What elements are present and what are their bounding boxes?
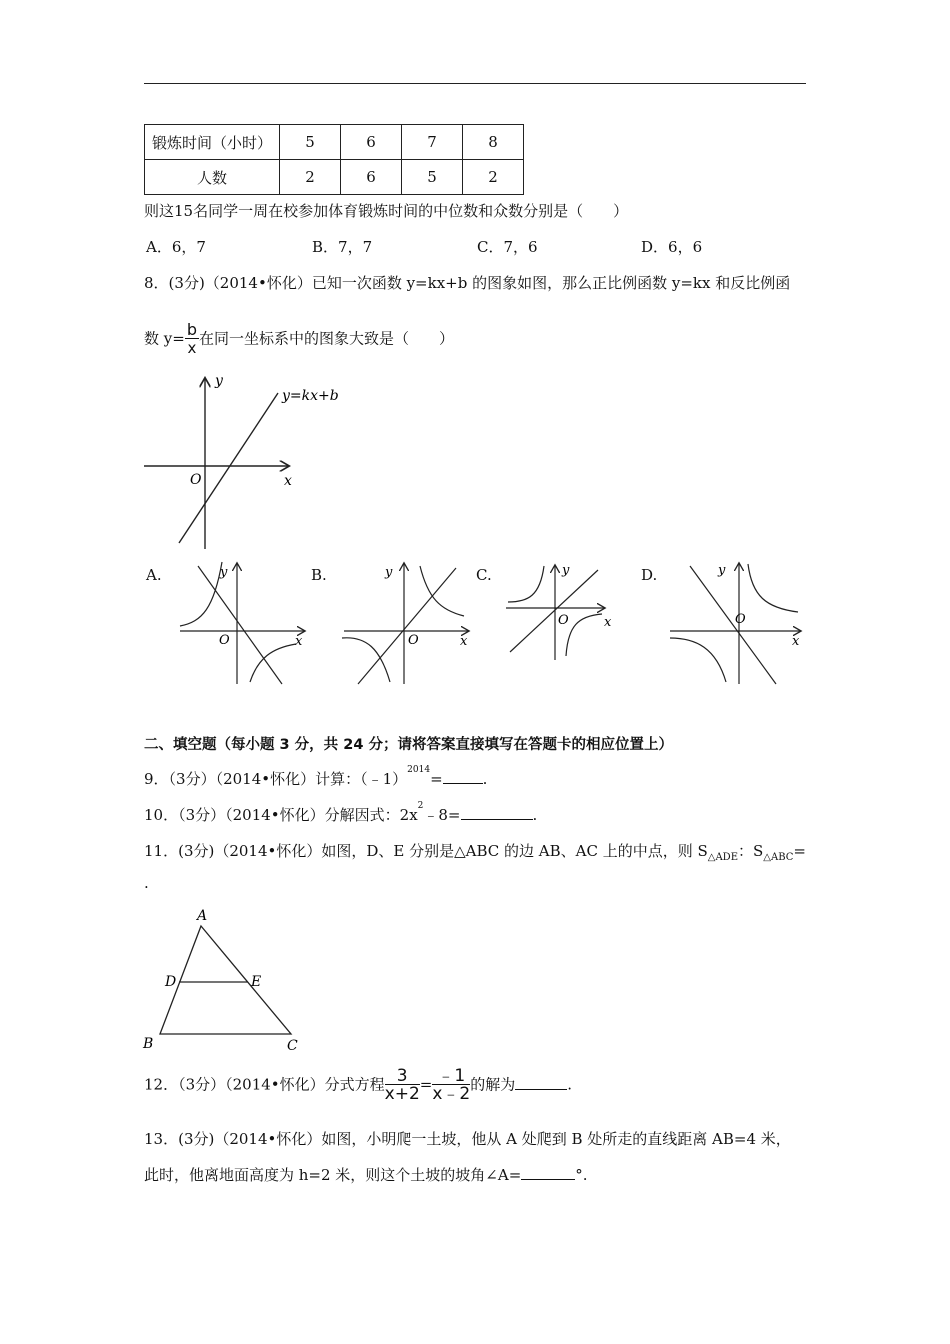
header-rule: [144, 83, 806, 84]
q13-end: °.: [575, 1166, 588, 1184]
origin-label: O: [408, 633, 419, 648]
triangle-abc-figure: [138, 900, 308, 1056]
fraction-denominator: x+2: [384, 1084, 420, 1104]
q8-option-a: A.: [146, 566, 162, 584]
q11-sub-abc: △ABC: [763, 852, 794, 863]
table-cell: 锻炼时间（小时）: [145, 125, 280, 160]
q7-option-c: C．7，6: [477, 238, 538, 256]
linear-function-graph: [140, 365, 350, 555]
point-d-label: D: [165, 974, 177, 990]
fraction-denominator: x﹣2: [432, 1084, 471, 1104]
fraction-numerator: b: [186, 320, 197, 339]
table-cell: 6: [341, 160, 402, 195]
table-row: [145, 160, 524, 195]
line-label: y=kx+b: [282, 388, 339, 404]
q8-option-b: B.: [311, 566, 327, 584]
x-label: x: [295, 634, 303, 649]
x-label: x: [604, 615, 612, 630]
q8-option-d: D.: [641, 566, 658, 584]
table-cell: 8: [463, 125, 524, 160]
x-label: x: [284, 473, 292, 489]
q11-text: 11．(3分)（2014•怀化）如图，D、E 分别是△ABC 的边 AB、AC 上的中点，则 S: [144, 842, 708, 860]
q12-end: .: [567, 1075, 573, 1094]
origin-label: O: [219, 633, 230, 648]
q12-text: 12．（3分）（2014•怀化）分式方程: [144, 1075, 385, 1094]
q9: [144, 765, 488, 789]
table-cell: 人数: [145, 160, 280, 195]
q10-equals: ﹣8=: [423, 806, 461, 824]
q11-equals: =: [793, 842, 806, 860]
y-label: y: [220, 565, 228, 580]
q10-exponent: 2: [417, 801, 424, 811]
q11-continuation: .: [144, 874, 149, 892]
option-b-graph: [336, 556, 476, 686]
fraction-denominator: x: [187, 339, 197, 357]
table-cell: 6: [341, 125, 402, 160]
q8-line2-post: 在同一坐标系中的图象大致是（ ）: [198, 329, 454, 348]
y-label: y: [215, 373, 223, 389]
q10-end: .: [532, 806, 538, 824]
table-cell: 2: [463, 160, 524, 195]
q8-option-c: C.: [476, 566, 492, 584]
fraction-numerator: 3: [385, 1068, 420, 1085]
exercise-time-table: [144, 124, 524, 195]
q12-post: 的解为: [470, 1075, 516, 1094]
q8-line1: 8．(3分)（2014•怀化）已知一次函数 y=kx+b 的图象如图，那么正比例函数 y=kx 和反比例函: [144, 274, 791, 292]
q9-end: .: [482, 770, 488, 788]
q13-line2: [144, 1164, 588, 1185]
q11-mid: ：S: [738, 842, 764, 860]
x-label: x: [792, 634, 800, 649]
q9-exponent: 2014: [407, 765, 431, 775]
vertex-a-label: A: [197, 908, 208, 924]
y-label: y: [718, 563, 726, 578]
option-d-graph: [666, 556, 808, 686]
origin-label: O: [558, 613, 569, 628]
q9-equals: =: [430, 770, 443, 788]
q10-answer-blank: [461, 805, 533, 820]
q13-answer-blank: [521, 1165, 575, 1180]
line-y-kx-b: [179, 393, 278, 543]
option-a-graph: [172, 556, 312, 686]
x-label: x: [460, 634, 468, 649]
q8-line2: [144, 322, 454, 357]
vertex-b-label: B: [143, 1036, 154, 1052]
origin-label: O: [735, 612, 746, 627]
y-label: y: [562, 563, 570, 578]
fraction-numerator: ﹣1: [432, 1068, 470, 1085]
q11-sub-ade: △ADE: [707, 852, 738, 863]
fraction-b-over-x: [185, 322, 199, 357]
q7-option-d: D．6，6: [641, 238, 703, 256]
point-e-label: E: [251, 974, 262, 990]
table-cell: 7: [402, 125, 463, 160]
q10-text: 10．（3分）（2014•怀化）分解因式：2x: [144, 806, 418, 824]
fraction-3-over-x-plus-2: [385, 1068, 420, 1103]
q12: [144, 1068, 572, 1103]
q7-stem: 则这15名同学一周在校参加体育锻炼时间的中位数和众数分别是（ ）: [144, 202, 629, 220]
q11: [144, 840, 806, 863]
q12-answer-blank: [515, 1075, 567, 1090]
q7-option-a: A．6，7: [146, 238, 206, 256]
option-c-graph: [500, 556, 620, 666]
q12-equals-sign: =: [419, 1075, 433, 1094]
fraction-neg1-over-x-minus-2: [432, 1068, 470, 1103]
q8-line2-pre: 数 y=: [144, 329, 185, 348]
origin-label: O: [190, 472, 202, 488]
table-cell: 5: [280, 125, 341, 160]
q10: [144, 801, 538, 825]
q13-line2-text: 此时，他离地面高度为 h=2 米，则这个土坡的坡角∠A=: [144, 1166, 522, 1184]
table-cell: 2: [280, 160, 341, 195]
q9-text: 9．（3分）（2014•怀化）计算：（﹣1）: [144, 770, 408, 788]
table-cell: 5: [402, 160, 463, 195]
table-row: [145, 125, 524, 160]
y-label: y: [385, 565, 393, 580]
section-2-heading: 二、填空题（每小题 3 分，共 24 分；请将答案直接填写在答题卡的相应位置上）: [144, 737, 673, 753]
q7-option-b: B．7，7: [312, 238, 373, 256]
q9-answer-blank: [443, 769, 483, 784]
vertex-c-label: C: [287, 1038, 298, 1054]
q13-line1: 13．(3分)（2014•怀化）如图，小明爬一土坡，他从 A 处爬到 B 处所走的直线距离 AB=4 米，: [144, 1130, 791, 1148]
